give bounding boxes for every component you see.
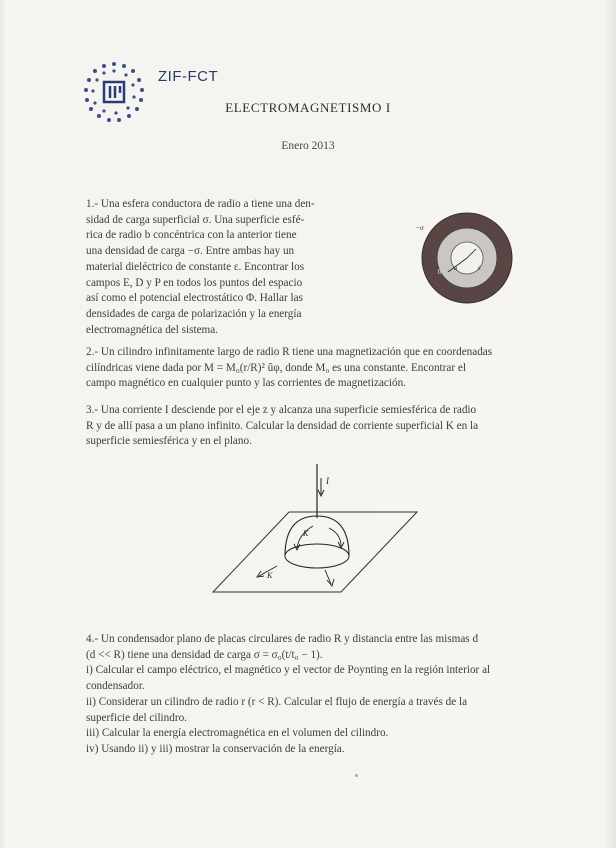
institution-name: ZIF-FCT — [158, 68, 219, 85]
exam-title: ELECTROMAGNETISMO I — [225, 100, 391, 115]
problem-text-line: sidad de carga superficial σ. Una superficie esfé- — [86, 213, 305, 226]
problem-text-line: rica de radio b concéntrica con la anterior tiene — [86, 229, 297, 242]
problem-text-line: (d << R) tiene una densidad de carga σ = σ₀(t/t₀ − 1). — [86, 648, 323, 661]
problem-text-line: i) Calcular el campo eléctrico, el magnético y el vector de Poynting en la región interior al — [86, 664, 491, 677]
sphere-label-eps: ε — [478, 264, 481, 272]
hemisphere-plane-figure — [205, 460, 425, 600]
problem-4 — [86, 632, 552, 758]
problem-text-line: 4.- Un condensador plano de placas circulares de radio R y distancia entre las mismas d — [86, 633, 479, 645]
problem-3 — [86, 403, 552, 450]
problem-2 — [86, 345, 552, 392]
problem-text-line: ii) Considerar un cilindro de radio r (r < R). Calcular el flujo de energía a través de la — [86, 695, 468, 708]
concentric-spheres-figure — [412, 208, 522, 308]
problem-text-line: así como el potencial electrostático Φ. Hallar las — [86, 292, 303, 305]
problem-text-line: una densidad de carga −σ. Entre ambas hay un — [86, 245, 295, 258]
problem-text-line: densidades de carga de polarización y la energía — [86, 307, 302, 320]
exam-date: Enero 2013 — [281, 140, 335, 152]
problem-text-line: R y de allí pasa a un plano infinito. Calcular la densidad de corriente superficial K en la — [86, 419, 479, 432]
paper-speck — [355, 774, 358, 777]
problem-text-line: superficie del cilindro. — [86, 711, 187, 724]
sphere-label-outer: −σ — [416, 224, 424, 232]
problem-text-line: 3.- Una corriente I desciende por el eje z y alcanza una superficie semiesférica de radio — [86, 404, 477, 416]
sphere-label-b: b — [438, 268, 442, 276]
problem-text-line: campo magnético en cualquier punto y las corrientes de magnetización. — [86, 377, 406, 390]
problem-1 — [86, 197, 348, 338]
problem-text-line: condensador. — [86, 680, 145, 693]
problem-text-line: iii) Calcular la energía electromagnética en el volumen del cilindro. — [86, 727, 389, 740]
current-label: I — [326, 476, 329, 486]
problem-text-line: electromagnética del sistema. — [86, 323, 219, 336]
problem-text-line: campos E, D y P en todos los puntos del espacio — [86, 276, 303, 289]
problem-text-line: material dieléctrico de constante ε. Encontrar los — [86, 260, 305, 273]
problem-text-line: 2.- Un cilindro infinitamente largo de radio R tiene una magnetización que en coordenadas — [86, 346, 493, 358]
problem-text-line: 1.- Una esfera conductora de radio a tiene una den- — [86, 198, 315, 210]
sphere-label-a: a — [454, 264, 458, 272]
k-sphere-label: K — [303, 529, 309, 538]
problem-text-line: superficie semiesférica y en el plano. — [86, 435, 252, 448]
problem-text-line: cilíndricas viene dada por M = M₀(r/R)² ûφ, donde M₀ es una constante. Encontrar el — [86, 361, 466, 374]
k-plane-label: K — [267, 571, 273, 580]
problem-text-line: iv) Usando ii) y iii) mostrar la conservación de la energía. — [86, 742, 345, 755]
